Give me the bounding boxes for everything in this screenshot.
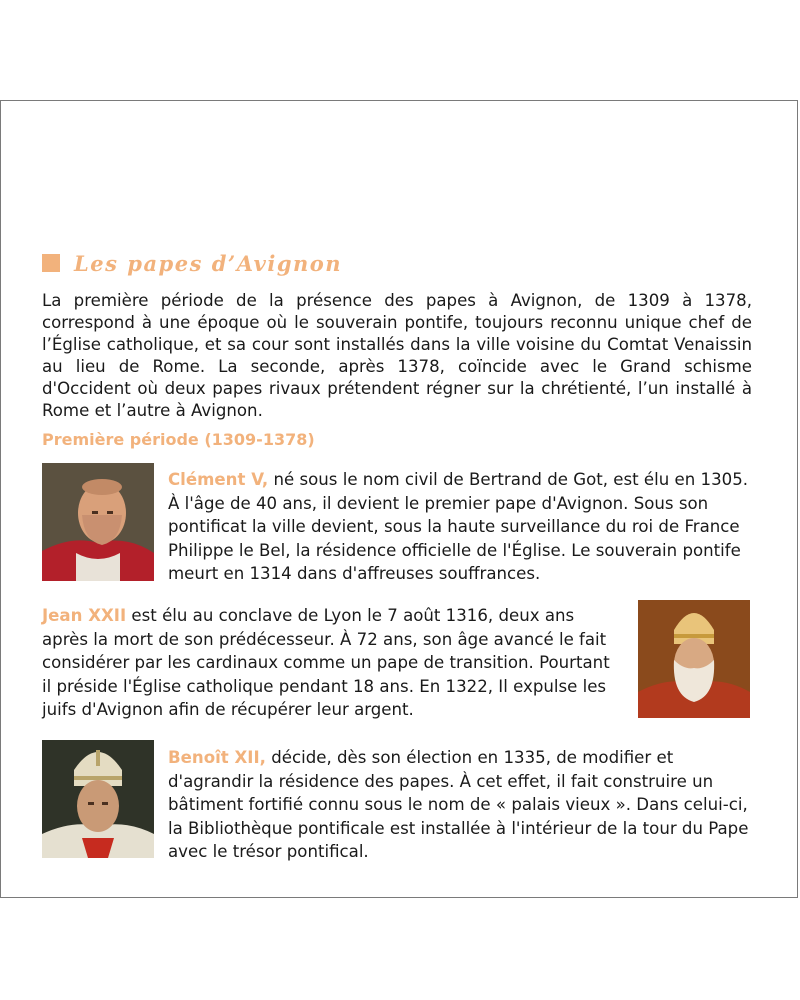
bullet-square-icon [42,254,60,272]
pope-name: Jean XXII [42,606,127,625]
clement-v-portrait [42,463,154,581]
pope-description: est élu au conclave de Lyon le 7 août 1316, deux ans après la mort de son prédécesseur. À 72 ans, son âge avancé le fait considérer par les cardinaux comme un pape de transition. Pourtant il préside l'Église catholique pendant 18 ans. En 1322, Il expulse les juifs d'Avignon afin de récupérer leur argent. [42,606,610,719]
pope-name: Clément V, [168,470,269,489]
pope-description: décide, dès son élection en 1335, de modifier et d'agrandir la résidence des papes. À cet effet, il fait construire un bâtiment fortifié connu sous le nom de « palais vieux ». Dans celui-ci, la Bibliothèque pontificale est installée à l'intérieur de la tour du Pape avec le trésor pontifical. [168,748,749,861]
period-heading: Première période (1309-1378) [42,430,315,449]
clement-v-paragraph [168,468,753,586]
pope-description: né sous le nom civil de Bertrand de Got, est élu en 1305. À l'âge de 40 ans, il devient le premier pape d'Avignon. Sous son pontificat la ville devient, sous la haute surveillance du roi de France Philippe le Bel, la résidence officielle de l'Église. Le souverain pontife meurt en 1314 dans d'affreuses souffrances. [168,470,749,583]
section-header [42,250,342,276]
benoit-xii-paragraph [168,746,753,864]
section-title: Les papes d’Avignon [74,250,343,276]
benoit-xii-portrait [42,740,154,858]
jean-xxii-portrait [638,600,750,718]
intro-paragraph: La première période de la présence des papes à Avignon, de 1309 à 1378, correspond à une époque où le souverain pontife, toujours reconnu unique chef de l’Église catholique, et sa cour sont installés dans la ville voisine du Comtat Venaissin au lieu de Rome. La seconde, après 1378, coïncide avec le Grand schisme d'Occident où deux papes rivaux prétendent régner sur la chrétienté, l’un installé à Rome et l’autre à Avignon. [42,291,752,420]
pope-name: Benoît XII, [168,748,266,767]
jean-xxii-paragraph [42,604,622,722]
